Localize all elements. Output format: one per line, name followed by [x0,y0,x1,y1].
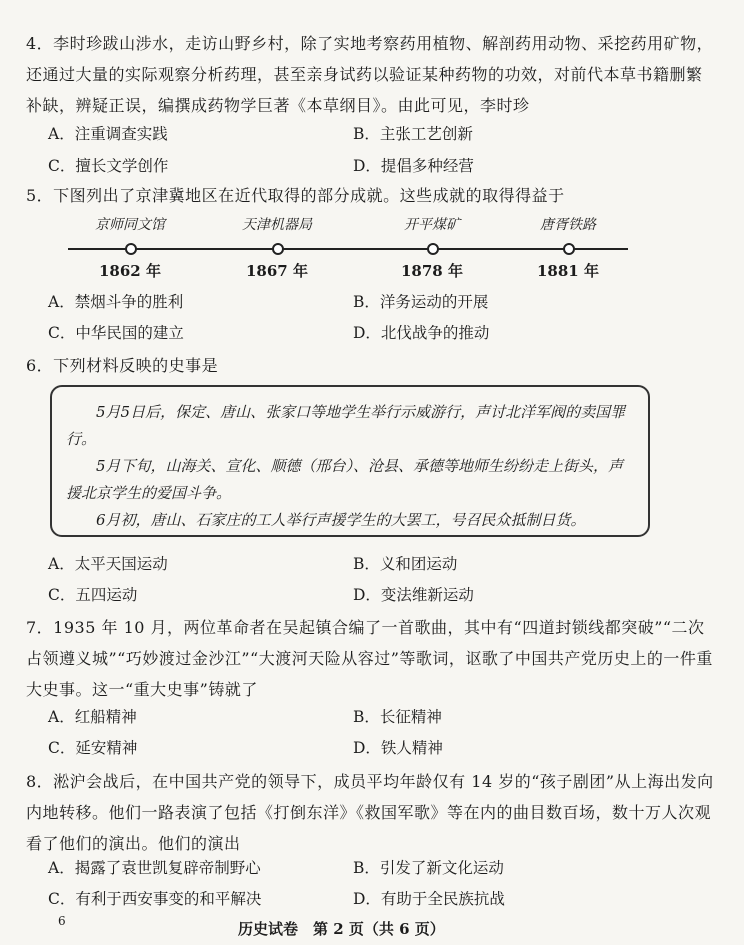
option-b[interactable]: B．义和团运动 [353,555,458,573]
option-c[interactable]: C．擅长文学创作 [48,157,169,175]
question-5 [26,180,716,211]
option-d[interactable]: D．有助于全民族抗战 [353,890,505,908]
option-c[interactable]: C．延安精神 [48,739,138,757]
option-c[interactable]: C．中华民国的建立 [48,324,184,342]
option-a[interactable]: A．揭露了袁世凯复辟帝制野心 [48,859,261,877]
option-b[interactable]: B．洋务运动的开展 [353,293,489,311]
option-d[interactable]: D．提倡多种经营 [353,157,474,175]
option-d[interactable]: D．变法维新运动 [353,586,474,604]
question-5-text: 5．下图列出了京津冀地区在近代取得的部分成就。这些成就的取得得益于 [26,186,565,205]
question-4 [26,28,716,121]
option-b[interactable]: B．主张工艺创新 [353,125,473,143]
option-d[interactable]: D．铁人精神 [353,739,443,757]
material-paragraph: 5月下旬，山海关、宣化、顺德（邢台）、沧县、承德等地师生纷纷走上街头，声援北京学生的爱国斗争。 [66,457,624,502]
question-6-text: 6．下列材料反映的史事是 [26,356,219,375]
timeline-year: 1862 年 [99,262,161,280]
timeline-dot [427,243,439,255]
question-7 [26,612,716,705]
source-material-box [50,385,650,537]
timeline-event: 京师同文馆 [95,217,165,233]
timeline-dot [125,243,137,255]
timeline-axis [68,248,628,250]
timeline-year: 1878 年 [401,262,463,280]
page-mark: 6 [58,914,66,928]
timeline-event: 唐胥铁路 [540,217,596,233]
question-8-text: 8．淞沪会战后，在中国共产党的领导下，成员平均年龄仅有 14 岁的“孩子剧团”从上海出发向内地转移。他们一路表演了包括《打倒东洋》《救国军歌》等在内的曲目数百场，数十万人次观看了他们的演出。他们的演出 [26,772,714,853]
timeline-event: 天津机器局 [242,217,312,233]
page-number: 历史试卷 第 2 页（共 6 页） [238,920,445,938]
option-d[interactable]: D．北伐战争的推动 [353,324,490,342]
option-b[interactable]: B．长征精神 [353,708,442,726]
option-b[interactable]: B．引发了新文化运动 [353,859,504,877]
question-4-text: 4．李时珍跋山涉水，走访山野乡村，除了实地考察药用植物、解剖药用动物、采挖药用矿物，还通过大量的实际观察分析药理，甚至亲身试药以验证某种药物的功效，对前代本草书籍删繁补缺，辨疑正误，编撰成药物学巨著《本草纲目》。由此可见，李时珍 [26,34,714,115]
material-paragraph: 5月5日后，保定、唐山、张家口等地学生举行示威游行，声讨北洋军阀的卖国罪行。 [66,403,626,448]
timeline-event: 开平煤矿 [404,217,460,233]
option-a[interactable]: A．太平天国运动 [48,555,168,573]
option-c[interactable]: C．有利于西安事变的和平解决 [48,890,262,908]
option-c[interactable]: C．五四运动 [48,586,138,604]
timeline-year: 1867 年 [246,262,308,280]
option-a[interactable]: A．红船精神 [48,708,137,726]
material-paragraph: 6月初，唐山、石家庄的工人举行声援学生的大罢工，号召民众抵制日货。 [96,511,586,529]
timeline-dot [563,243,575,255]
option-a[interactable]: A．注重调查实践 [48,125,168,143]
option-a[interactable]: A．禁烟斗争的胜利 [48,293,184,311]
timeline-dot [272,243,284,255]
question-8 [26,766,716,859]
question-6 [26,350,716,381]
timeline-year: 1881 年 [537,262,599,280]
question-7-text: 7．1935 年 10 月，两位革命者在吴起镇合编了一首歌曲，其中有“四道封锁线都突破”“二次占领遵义城”“巧妙渡过金沙江”“大渡河天险从容过”等歌词，讴歌了中国共产党历史上的一件重大史事。这一“重大史事”铸就了 [26,618,713,699]
timeline [68,208,628,288]
